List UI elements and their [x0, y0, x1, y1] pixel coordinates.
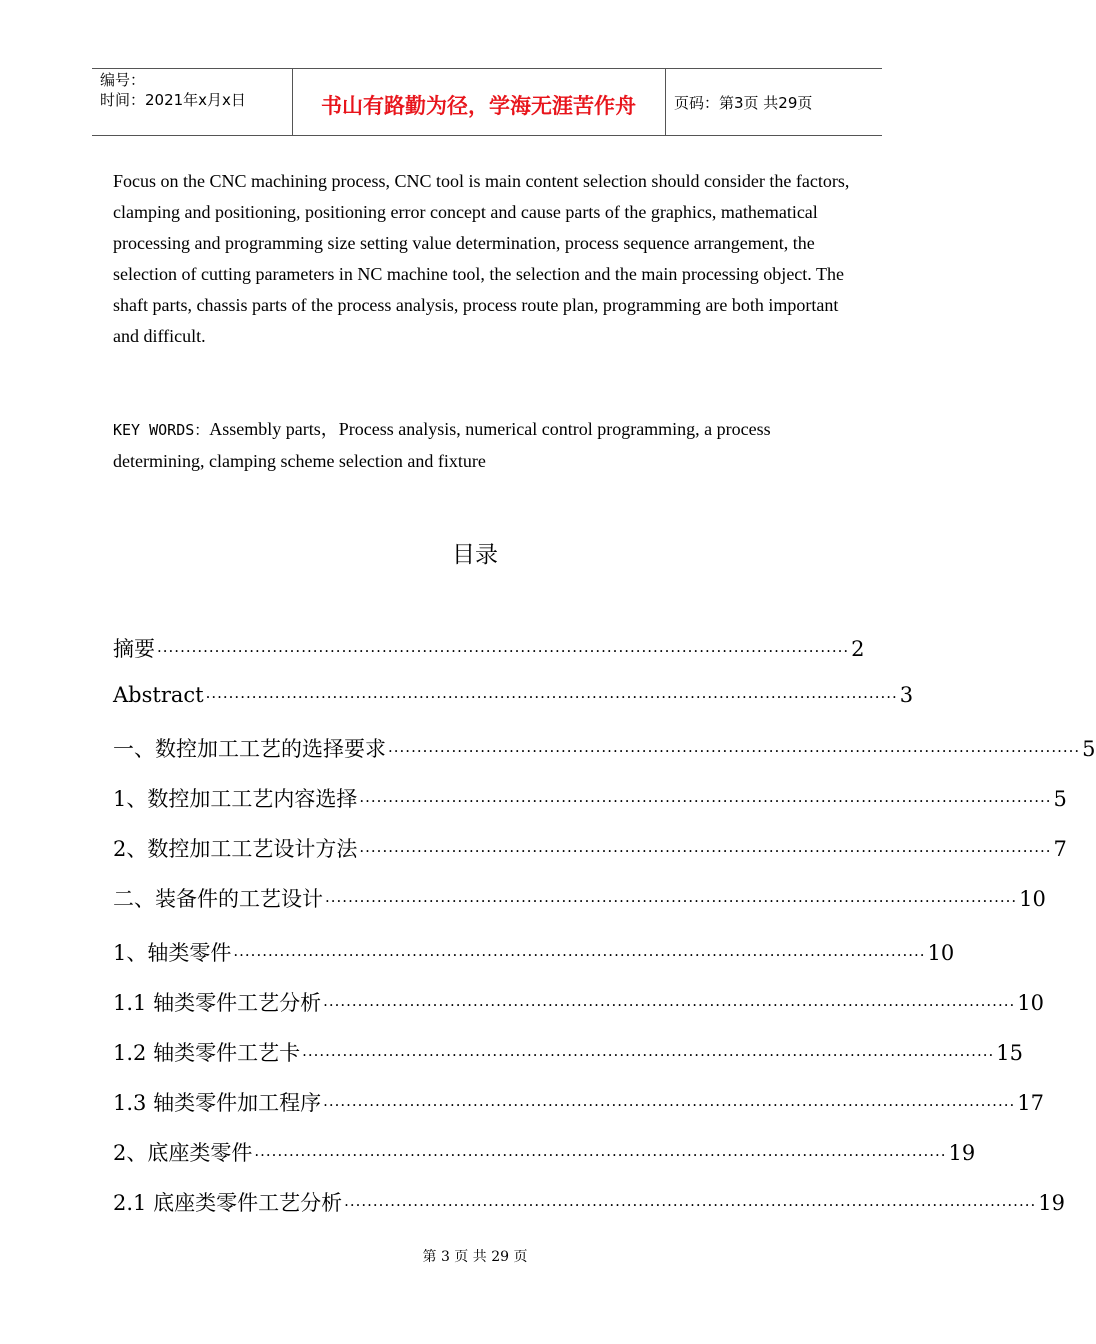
- toc-entry[interactable]: [113, 783, 1067, 817]
- toc-entry[interactable]: [113, 733, 1096, 767]
- toc-leader-dots: ························································································································: [344, 1196, 1037, 1214]
- toc-entry[interactable]: [113, 1187, 1065, 1221]
- toc-entry-page: 5: [1082, 737, 1096, 761]
- toc-entry-page: 19: [1038, 1191, 1065, 1215]
- toc-entry-title: 1、数控加工工艺内容选择: [113, 787, 358, 811]
- toc-entry-title: 1.2 轴类零件工艺卡: [113, 1041, 301, 1065]
- toc-entry-title: Abstract: [113, 683, 204, 707]
- toc-entry[interactable]: [113, 987, 1044, 1021]
- toc-leader-dots: ························································································································: [302, 1046, 995, 1064]
- toc-leader-dots: ························································································································: [388, 742, 1081, 760]
- toc-entry-page: 3: [899, 683, 914, 707]
- number-label: 编号：: [100, 71, 146, 89]
- abstract-text: Focus on the CNC machining process, CNC tool is main content selection should consider the factors, clamping and positioning, positioning error concept and cause parts of the graphics, mathematical processing and programming size setting value determination, process sequence arrangement, the selection of cutting parameters in NC machine tool, the selection and the main processing object. The shaft parts, chassis parts of the process analysis, process route plan, programming are both important and difficult.: [113, 171, 850, 346]
- header-meta: [100, 70, 246, 110]
- toc-entry[interactable]: [113, 883, 1046, 917]
- header-top-rule: [92, 68, 882, 69]
- toc-leader-dots: ························································································································: [359, 842, 1052, 860]
- toc-leader-dots: ························································································································: [157, 642, 850, 660]
- page-footer: 第 3 页 共 29 页: [422, 1249, 528, 1265]
- time-label: 时间：2021年x月x日: [100, 91, 246, 109]
- toc-leader-dots: ························································································································: [323, 996, 1016, 1014]
- toc-entry[interactable]: [113, 1037, 1023, 1071]
- toc-entry-title: 摘要: [113, 637, 155, 661]
- toc-leader-dots: ························································································································: [323, 1096, 1016, 1114]
- keywords-label: KEY WORDS：: [113, 421, 210, 439]
- keywords: [113, 414, 858, 477]
- toc-entry-title: 2、数控加工工艺设计方法: [113, 837, 358, 861]
- toc-entry-page: 19: [948, 1141, 976, 1165]
- toc-entry-page: 10: [1019, 887, 1046, 911]
- toc-leader-dots: ························································································································: [205, 688, 898, 706]
- toc-entry[interactable]: [113, 833, 1067, 867]
- toc-entry-title: 1、轴类零件: [113, 941, 232, 965]
- toc-entry-page: 17: [1017, 1091, 1044, 1115]
- toc-leader-dots: ························································································································: [233, 946, 926, 964]
- toc-entry-page: 10: [927, 941, 955, 965]
- header-bottom-rule: [92, 135, 882, 136]
- toc-entry[interactable]: [113, 633, 865, 667]
- toc-entry-title: 1.1 轴类零件工艺分析: [113, 991, 322, 1015]
- toc-title: 目录: [452, 542, 498, 568]
- toc-entry[interactable]: [113, 1087, 1044, 1121]
- toc-entry-page: 2: [851, 637, 865, 661]
- toc-entry[interactable]: [113, 683, 914, 717]
- header-divider-right: [665, 68, 666, 135]
- toc-entry-page: 7: [1053, 837, 1067, 861]
- toc-entry-page: 5: [1053, 787, 1067, 811]
- toc-entry-title: 一、数控加工工艺的选择要求: [113, 737, 386, 761]
- toc-entry-page: 10: [1017, 991, 1044, 1015]
- toc-entry[interactable]: [113, 937, 955, 971]
- toc-entry[interactable]: [113, 1137, 976, 1171]
- toc-entry-title: 2、底座类零件: [113, 1141, 253, 1165]
- toc-leader-dots: ························································································································: [359, 792, 1052, 810]
- toc-leader-dots: ························································································································: [254, 1146, 947, 1164]
- toc-leader-dots: ························································································································: [325, 892, 1018, 910]
- header-motto: 书山有路勤为径，学海无涯苦作舟: [321, 94, 636, 118]
- toc-entry-title: 二、装备件的工艺设计: [113, 887, 323, 911]
- keywords-text: Assembly parts，Process analysis, numerical control programming, a process determining, clamping scheme selection and fixture: [113, 419, 771, 471]
- toc-entry-title: 2.1 底座类零件工艺分析: [113, 1191, 343, 1215]
- toc-entry-page: 15: [996, 1041, 1023, 1065]
- toc-entry-title: 1.3 轴类零件加工程序: [113, 1091, 322, 1115]
- header-page-label: 页码：第3页 共29页: [674, 94, 813, 112]
